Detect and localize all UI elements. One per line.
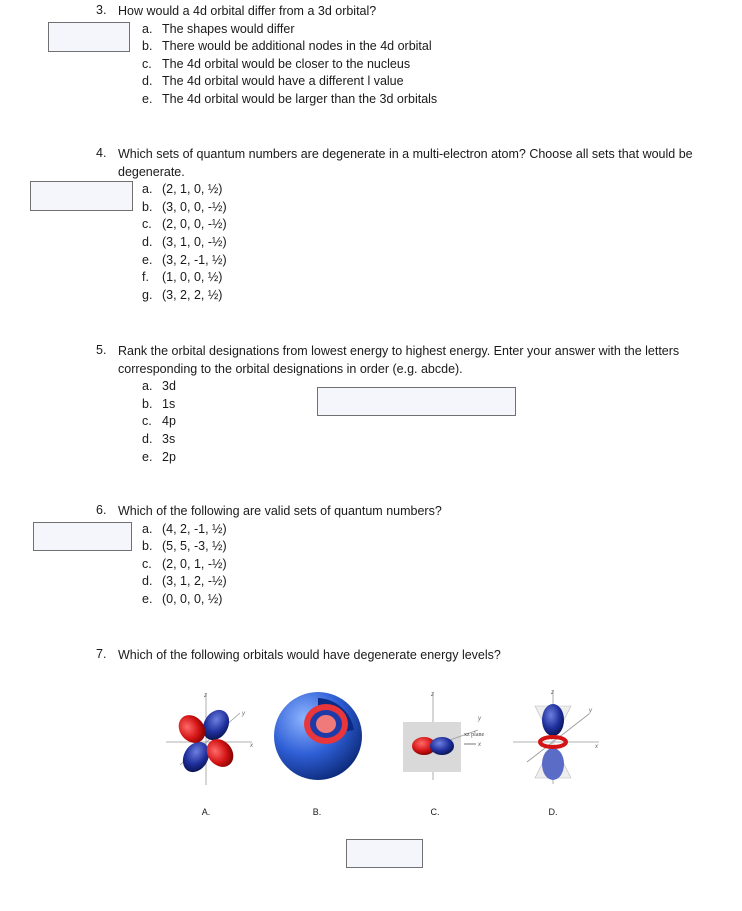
- axis-label-z: z: [431, 692, 434, 698]
- question-number: 5.: [96, 343, 107, 357]
- option-c: c. The 4d orbital would be closer to the nucleus: [142, 56, 411, 71]
- question-number: 4.: [96, 146, 107, 160]
- option-e: e. 2p: [142, 449, 176, 464]
- question-text: Rank the orbital designations from lowest energy to highest energy. Enter your answer with the letters corresponding to the orbital designations in order (e.g. abcde).: [118, 344, 680, 376]
- option-a: a. (2, 1, 0, ½): [142, 182, 223, 197]
- axis-label-z: z: [551, 690, 554, 696]
- option-c: c. (2, 0, 1, -½): [142, 556, 227, 571]
- option-a: a. 3d: [142, 379, 176, 394]
- option-f: f. (1, 0, 0, ½): [142, 270, 223, 285]
- axis-label-z: z: [204, 693, 207, 699]
- answer-box-q3[interactable]: [48, 22, 130, 52]
- answer-box-q6[interactable]: [33, 522, 132, 551]
- orbital-figure-c: [398, 686, 508, 786]
- answer-box-q7[interactable]: [346, 839, 423, 868]
- question-number: 7.: [96, 647, 107, 661]
- axis-label-y: y: [478, 716, 481, 722]
- axis-label-x: x: [250, 743, 253, 749]
- option-b: b. (3, 0, 0, -½): [142, 199, 227, 214]
- question-text: Which of the following are valid sets of quantum numbers?: [118, 504, 442, 518]
- option-e: e. (3, 2, -1, ½): [142, 252, 227, 267]
- option-d: d. The 4d orbital would have a different l value: [142, 74, 404, 89]
- option-a: a. The shapes would differ: [142, 21, 295, 36]
- question-6: [96, 503, 716, 613]
- question-4: [96, 146, 716, 306]
- option-d: d. (3, 1, 0, -½): [142, 235, 227, 249]
- orbital-figure-b: [268, 682, 368, 794]
- question-text: How would a 4d orbital differ from a 3d orbital?: [118, 4, 377, 18]
- option-d: d. 3s: [142, 432, 176, 446]
- axis-label-x: x: [478, 742, 481, 748]
- option-b: b. There would be additional nodes in the 4d orbital: [142, 39, 432, 54]
- answer-box-q4[interactable]: [30, 181, 133, 211]
- question-text: Which of the following orbitals would have degenerate energy levels?: [118, 648, 501, 662]
- orbital-figure-d: [505, 684, 605, 790]
- option-g: g. (3, 2, 2, ½): [142, 287, 223, 302]
- option-c: c. 4p: [142, 414, 176, 429]
- question-number: 3.: [96, 3, 107, 17]
- option-b: b. (5, 5, -3, ½): [142, 539, 227, 554]
- option-d: d. (3, 1, 2, -½): [142, 574, 227, 589]
- answer-box-q5[interactable]: [317, 387, 516, 416]
- option-a: a. (4, 2, -1, ½): [142, 521, 227, 536]
- question-number: 6.: [96, 503, 107, 517]
- question-text: Which sets of quantum numbers are degenerate in a multi-electron atom? Choose all sets that would be degenerate.: [118, 147, 693, 179]
- option-e: e. (0, 0, 0, ½): [142, 592, 223, 606]
- axis-label-y: y: [242, 711, 245, 717]
- figure-caption-c: C.: [430, 807, 440, 817]
- question-7: [96, 647, 716, 667]
- option-c: c. (2, 0, 0, -½): [142, 217, 227, 232]
- plane-label: xz plane: [464, 732, 485, 738]
- orbital-figure-a: [160, 685, 260, 795]
- option-b: b. 1s: [142, 396, 176, 411]
- question-3: [96, 3, 716, 113]
- axis-label-x: x: [595, 744, 598, 750]
- option-e: e. The 4d orbital would be larger than the 3d orbitals: [142, 92, 438, 106]
- figure-caption-b: B.: [312, 807, 322, 817]
- figure-caption-a: A.: [201, 807, 211, 817]
- axis-label-y: y: [589, 708, 592, 714]
- figure-caption-d: D.: [548, 807, 558, 817]
